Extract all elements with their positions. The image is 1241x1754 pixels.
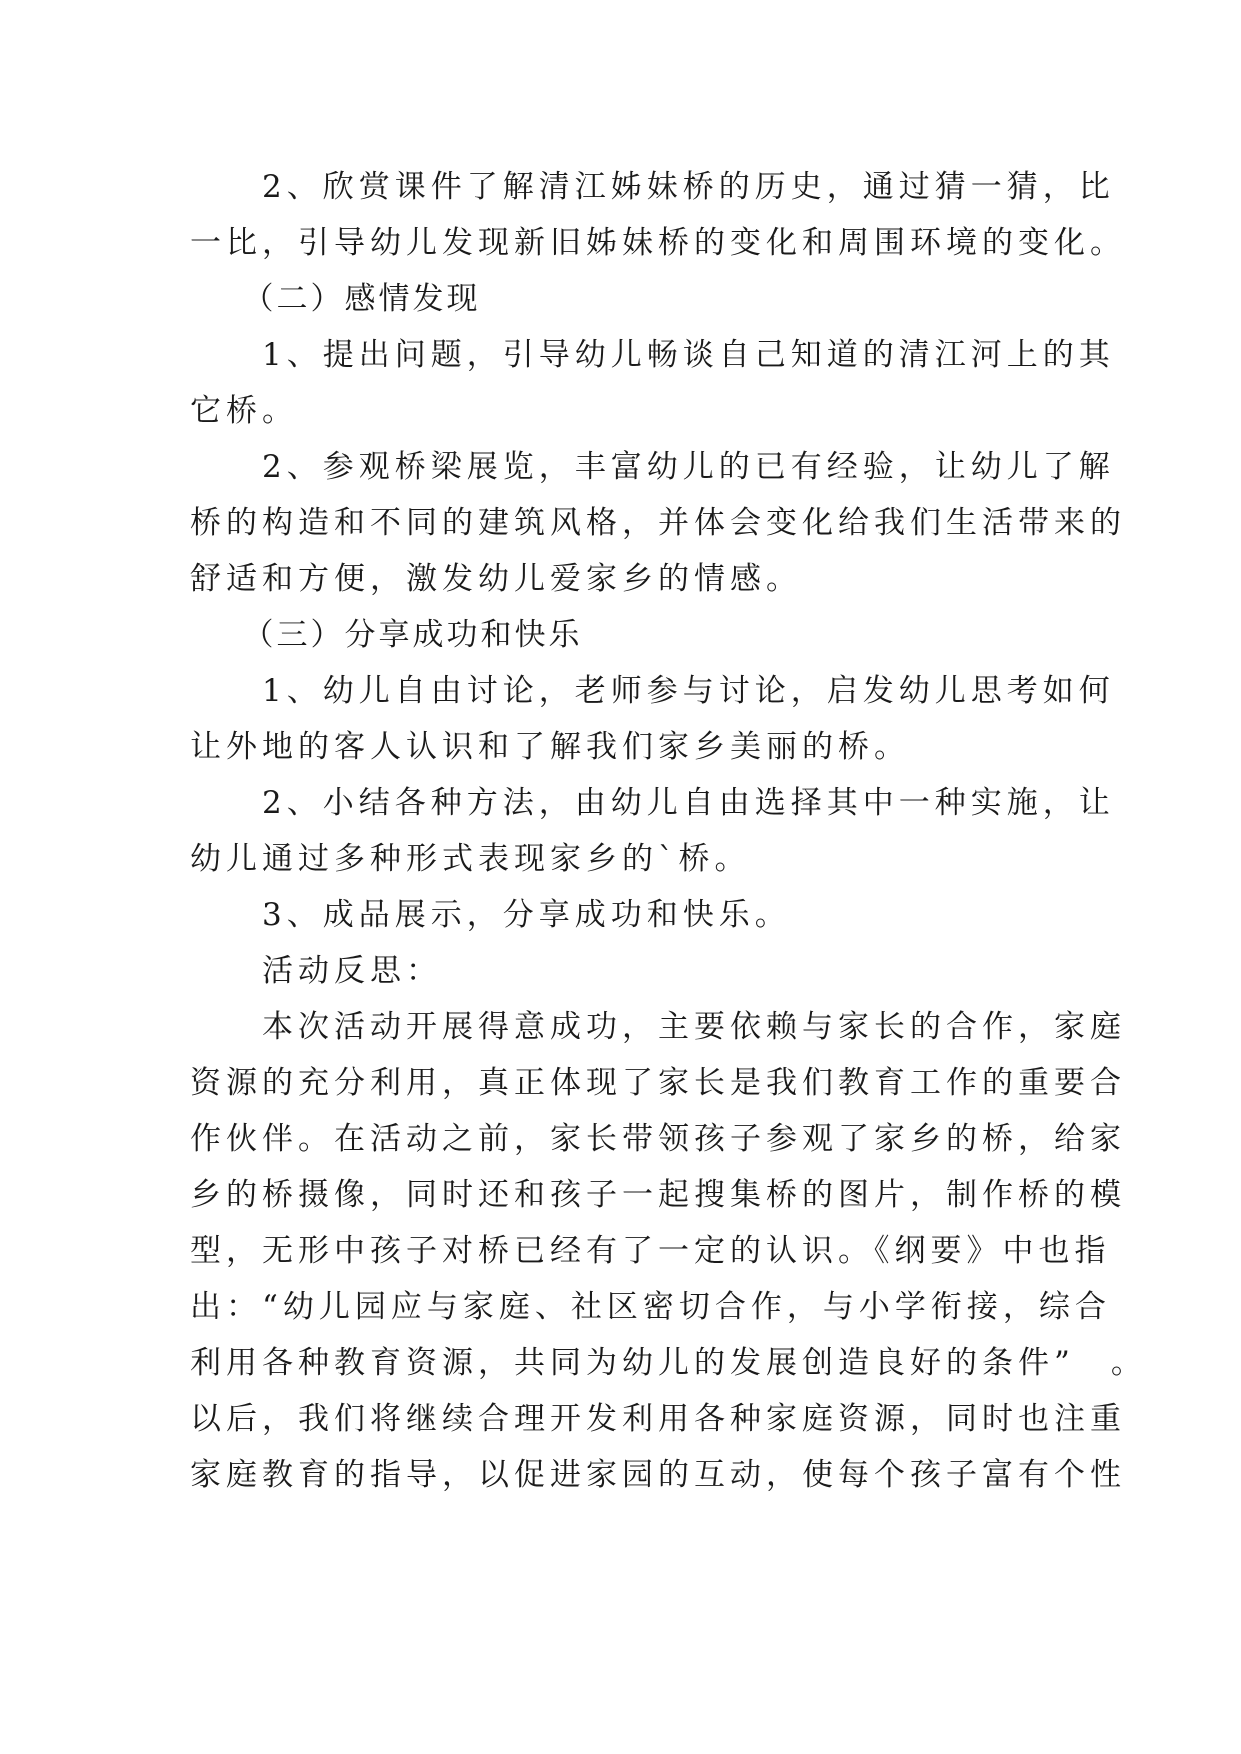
paragraph-line: 作伙伴。在活动之前，家长带领孩子参观了家乡的桥，给家 — [190, 1121, 1126, 1157]
paragraph-line: 家庭教育的指导，以促进家园的互动，使每个孩子富有个性 — [190, 1457, 1126, 1493]
paragraph-line: 乡的桥摄像，同时还和孩子一起搜集桥的图片，制作桥的模 — [190, 1177, 1126, 1213]
paragraph-line: 舒适和方便，激发幼儿爱家乡的情感。 — [190, 561, 802, 597]
paragraph-line: 型，无形中孩子对桥已经有了一定的认识。《纲要》中也指 — [190, 1233, 1111, 1269]
paragraph-line: 资源的充分利用，真正体现了家长是我们教育工作的重要合 — [190, 1065, 1126, 1101]
paragraph-line: 出：“幼儿园应与家庭、社区密切合作，与小学衔接，综合 — [190, 1289, 1111, 1325]
paragraph-line: 1、幼儿自由讨论，老师参与讨论，启发幼儿思考如何 — [190, 673, 1115, 709]
section-heading: （三）分享成功和快乐 — [190, 617, 583, 653]
paragraph-line: 以后，我们将继续合理开发利用各种家庭资源，同时也注重 — [190, 1401, 1126, 1437]
paragraph-line: 让外地的客人认识和了解我们家乡美丽的桥。 — [190, 729, 910, 765]
paragraph-line: 一比，引导幼儿发现新旧姊妹桥的变化和周围环境的变化。 — [190, 225, 1126, 261]
paragraph-line: 桥的构造和不同的建筑风格，并体会变化给我们生活带来的 — [190, 505, 1126, 541]
paragraph-line: 利用各种教育资源，共同为幼儿的发展创造良好的条件” 。 — [190, 1345, 1147, 1381]
paragraph-line: 2、参观桥梁展览，丰富幼儿的已有经验，让幼儿了解 — [190, 449, 1115, 485]
paragraph-line: 1、提出问题，引导幼儿畅谈自己知道的清江河上的其 — [190, 337, 1115, 373]
section-heading: 活动反思： — [190, 953, 442, 989]
paragraph-line: 3、成品展示，分享成功和快乐。 — [190, 897, 791, 933]
section-heading: （二）感情发现 — [190, 281, 481, 317]
paragraph-line: 本次活动开展得意成功，主要依赖与家长的合作，家庭 — [190, 1009, 1126, 1045]
paragraph-line: 幼儿通过多种形式表现家乡的`桥。 — [190, 841, 751, 877]
paragraph-line: 2、欣赏课件了解清江姊妹桥的历史，通过猜一猜，比 — [190, 169, 1115, 205]
paragraph-line: 它桥。 — [190, 393, 298, 429]
paragraph-line: 2、小结各种方法，由幼儿自由选择其中一种实施，让 — [190, 785, 1115, 821]
